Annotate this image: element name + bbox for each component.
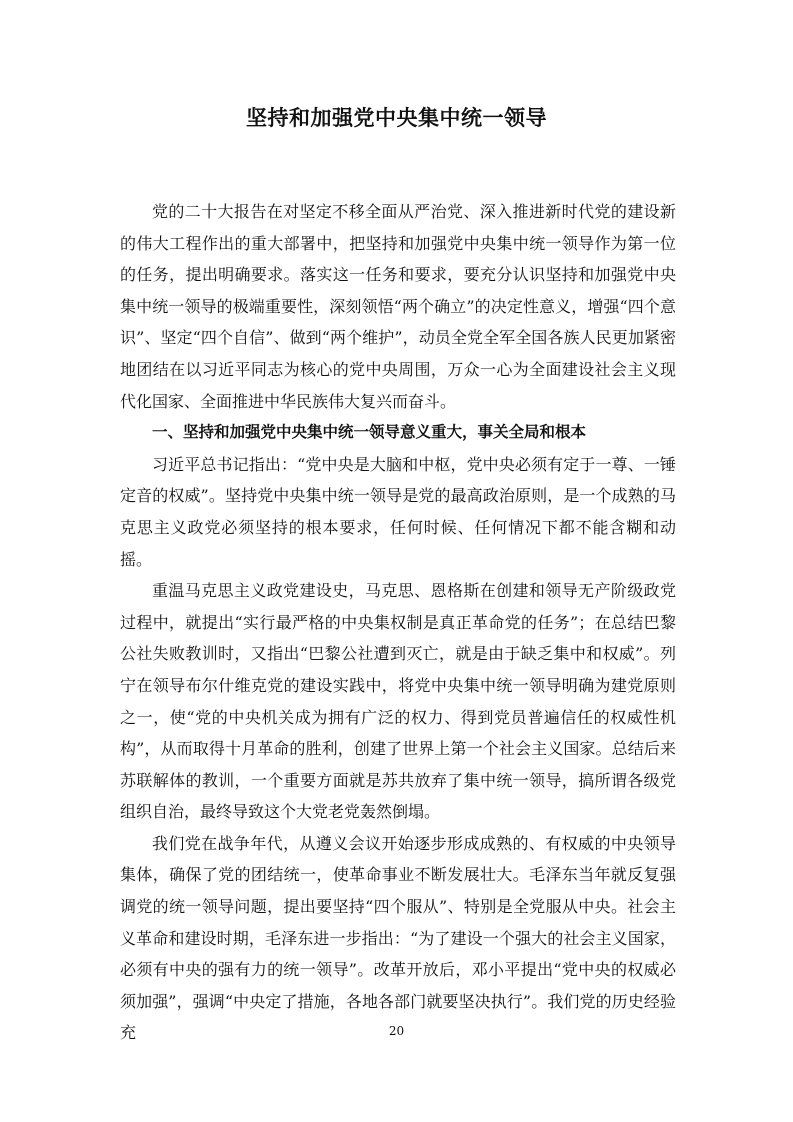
document-title: 坚持和加强党中央集中统一领导 xyxy=(246,106,547,130)
body-paragraph: 我们党在战争年代，从遵义会议开始逐步形成成熟的、有权威的中央领导集体，确保了党的团结统一，使革命事业不断发展壮大。毛泽东当年就反复强调党的统一领导问题，提出要坚持“四个服从”、特别是全党服从中央。社会主义革命和建设时期，毛泽东进一步指出：“为了建设一个强大的社会主义国家，必须有中央的强有力的统一领导”。改革开放后，邓小平提出“党中央的权威必须加强”，强调“中央定了措施，各地各部门就要坚决执行”。我们党的历史经验充 xyxy=(120,833,676,1043)
body-paragraph: 重温马克思主义政党建设史，马克思、恩格斯在创建和领导无产阶级政党过程中，就提出“实行最严格的中央集权制是真正革命党的任务”；在总结巴黎公社失败教训时，又指出“巴黎公社遭到灭亡，就是由于缺乏集中和权威”。列宁在领导布尔什维克党的建设实践中，将党中央集中统一领导明确为建党原则之一，使“党的中央机关成为拥有广泛的权力、得到党员普遍信任的权威性机构”，从而取得十月革命的胜利，创建了世界上第一个社会主义国家。总结后来苏联解体的教训，一个重要方面就是苏共放弃了集中统一领导，搞所谓各级党组织自治，最终导致这个大党老党轰然倒塌。 xyxy=(120,581,676,822)
page-number: 20 xyxy=(388,1024,405,1038)
section-heading: 一、坚持和加强党中央集中统一领导意义重大，事关全局和根本 xyxy=(152,423,587,442)
intro-paragraph: 党的二十大报告在对坚定不移全面从严治党、深入推进新时代党的建设新的伟大工程作出的重大部署中，把坚持和加强党中央集中统一领导作为第一位的任务，提出明确要求。落实这一任务和要求，要充分认识坚持和加强党中央集中统一领导的极端重要性，深刻领悟“两个确立”的决定性意义，增强“四个意识”、坚定“四个自信”、做到“两个维护”，动员全党全军全国各族人民更加紧密地团结在以习近平同志为核心的党中央周围，万众一心为全面建设社会主义现代化国家、全面推进中华民族伟大复兴而奋斗。 xyxy=(120,202,676,411)
body-paragraph: 习近平总书记指出：“党中央是大脑和中枢，党中央必须有定于一尊、一锤定音的权威”。坚持党中央集中统一领导是党的最高政治原则，是一个成熟的马克思主义政党必须坚持的根本要求，任何时候、任何情况下都不能含糊和动摇。 xyxy=(120,454,676,569)
document-body xyxy=(120,196,676,1049)
